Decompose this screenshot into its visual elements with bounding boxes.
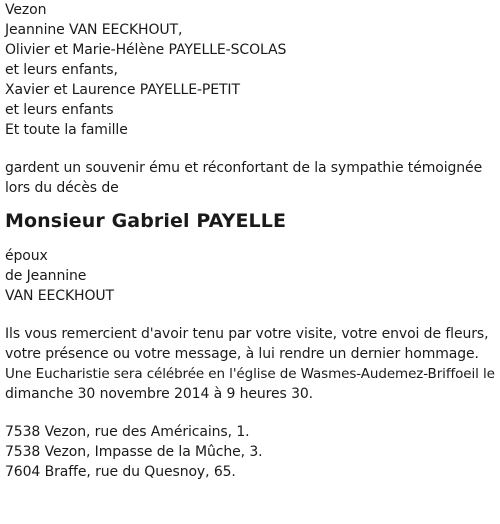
family-line: et leurs enfants, [5,62,118,78]
gratitude-line: lors du décès de [5,180,119,196]
address-line: 7604 Braffe, rue du Quesnoy, 65. [5,464,236,480]
remembrance-card [5,0,497,482]
family-line: Olivier et Marie-Hélène PAYELLE-SCOLAS [5,42,287,58]
gratitude-line: gardent un souvenir ému et réconfortant de la sympathie témoignée [5,160,483,176]
spouse-line: époux [5,248,48,264]
mass-line: Une Eucharistie sera célébrée en l'église de Wasmes-Audemez-Briffoeil le [5,366,495,382]
spacer [5,404,497,422]
address-line: 7538 Vezon, rue des Américains, 1. [5,424,250,440]
spacer [5,306,497,324]
spacer [5,140,497,158]
spouse-line: de Jeannine [5,268,87,284]
mass-line: dimanche 30 novembre 2014 à 9 heures 30. [5,386,314,402]
family-line: et leurs enfants [5,102,114,118]
address-line: 7538 Vezon, Impasse de la Mûche, 3. [5,444,263,460]
deceased-name: Monsieur Gabriel PAYELLE [5,210,287,232]
thanks-line: votre présence ou votre message, à lui rendre un dernier hommage. [5,346,479,362]
family-line: Jeannine VAN EECKHOUT, [5,22,183,38]
thanks-line: Ils vous remercient d'avoir tenu par votre visite, votre envoi de fleurs, [5,326,489,342]
family-line: Et toute la famille [5,122,128,138]
family-line: Xavier et Laurence PAYELLE-PETIT [5,82,240,98]
spouse-line: VAN EECKHOUT [5,288,114,304]
location-header: Vezon [5,2,47,18]
